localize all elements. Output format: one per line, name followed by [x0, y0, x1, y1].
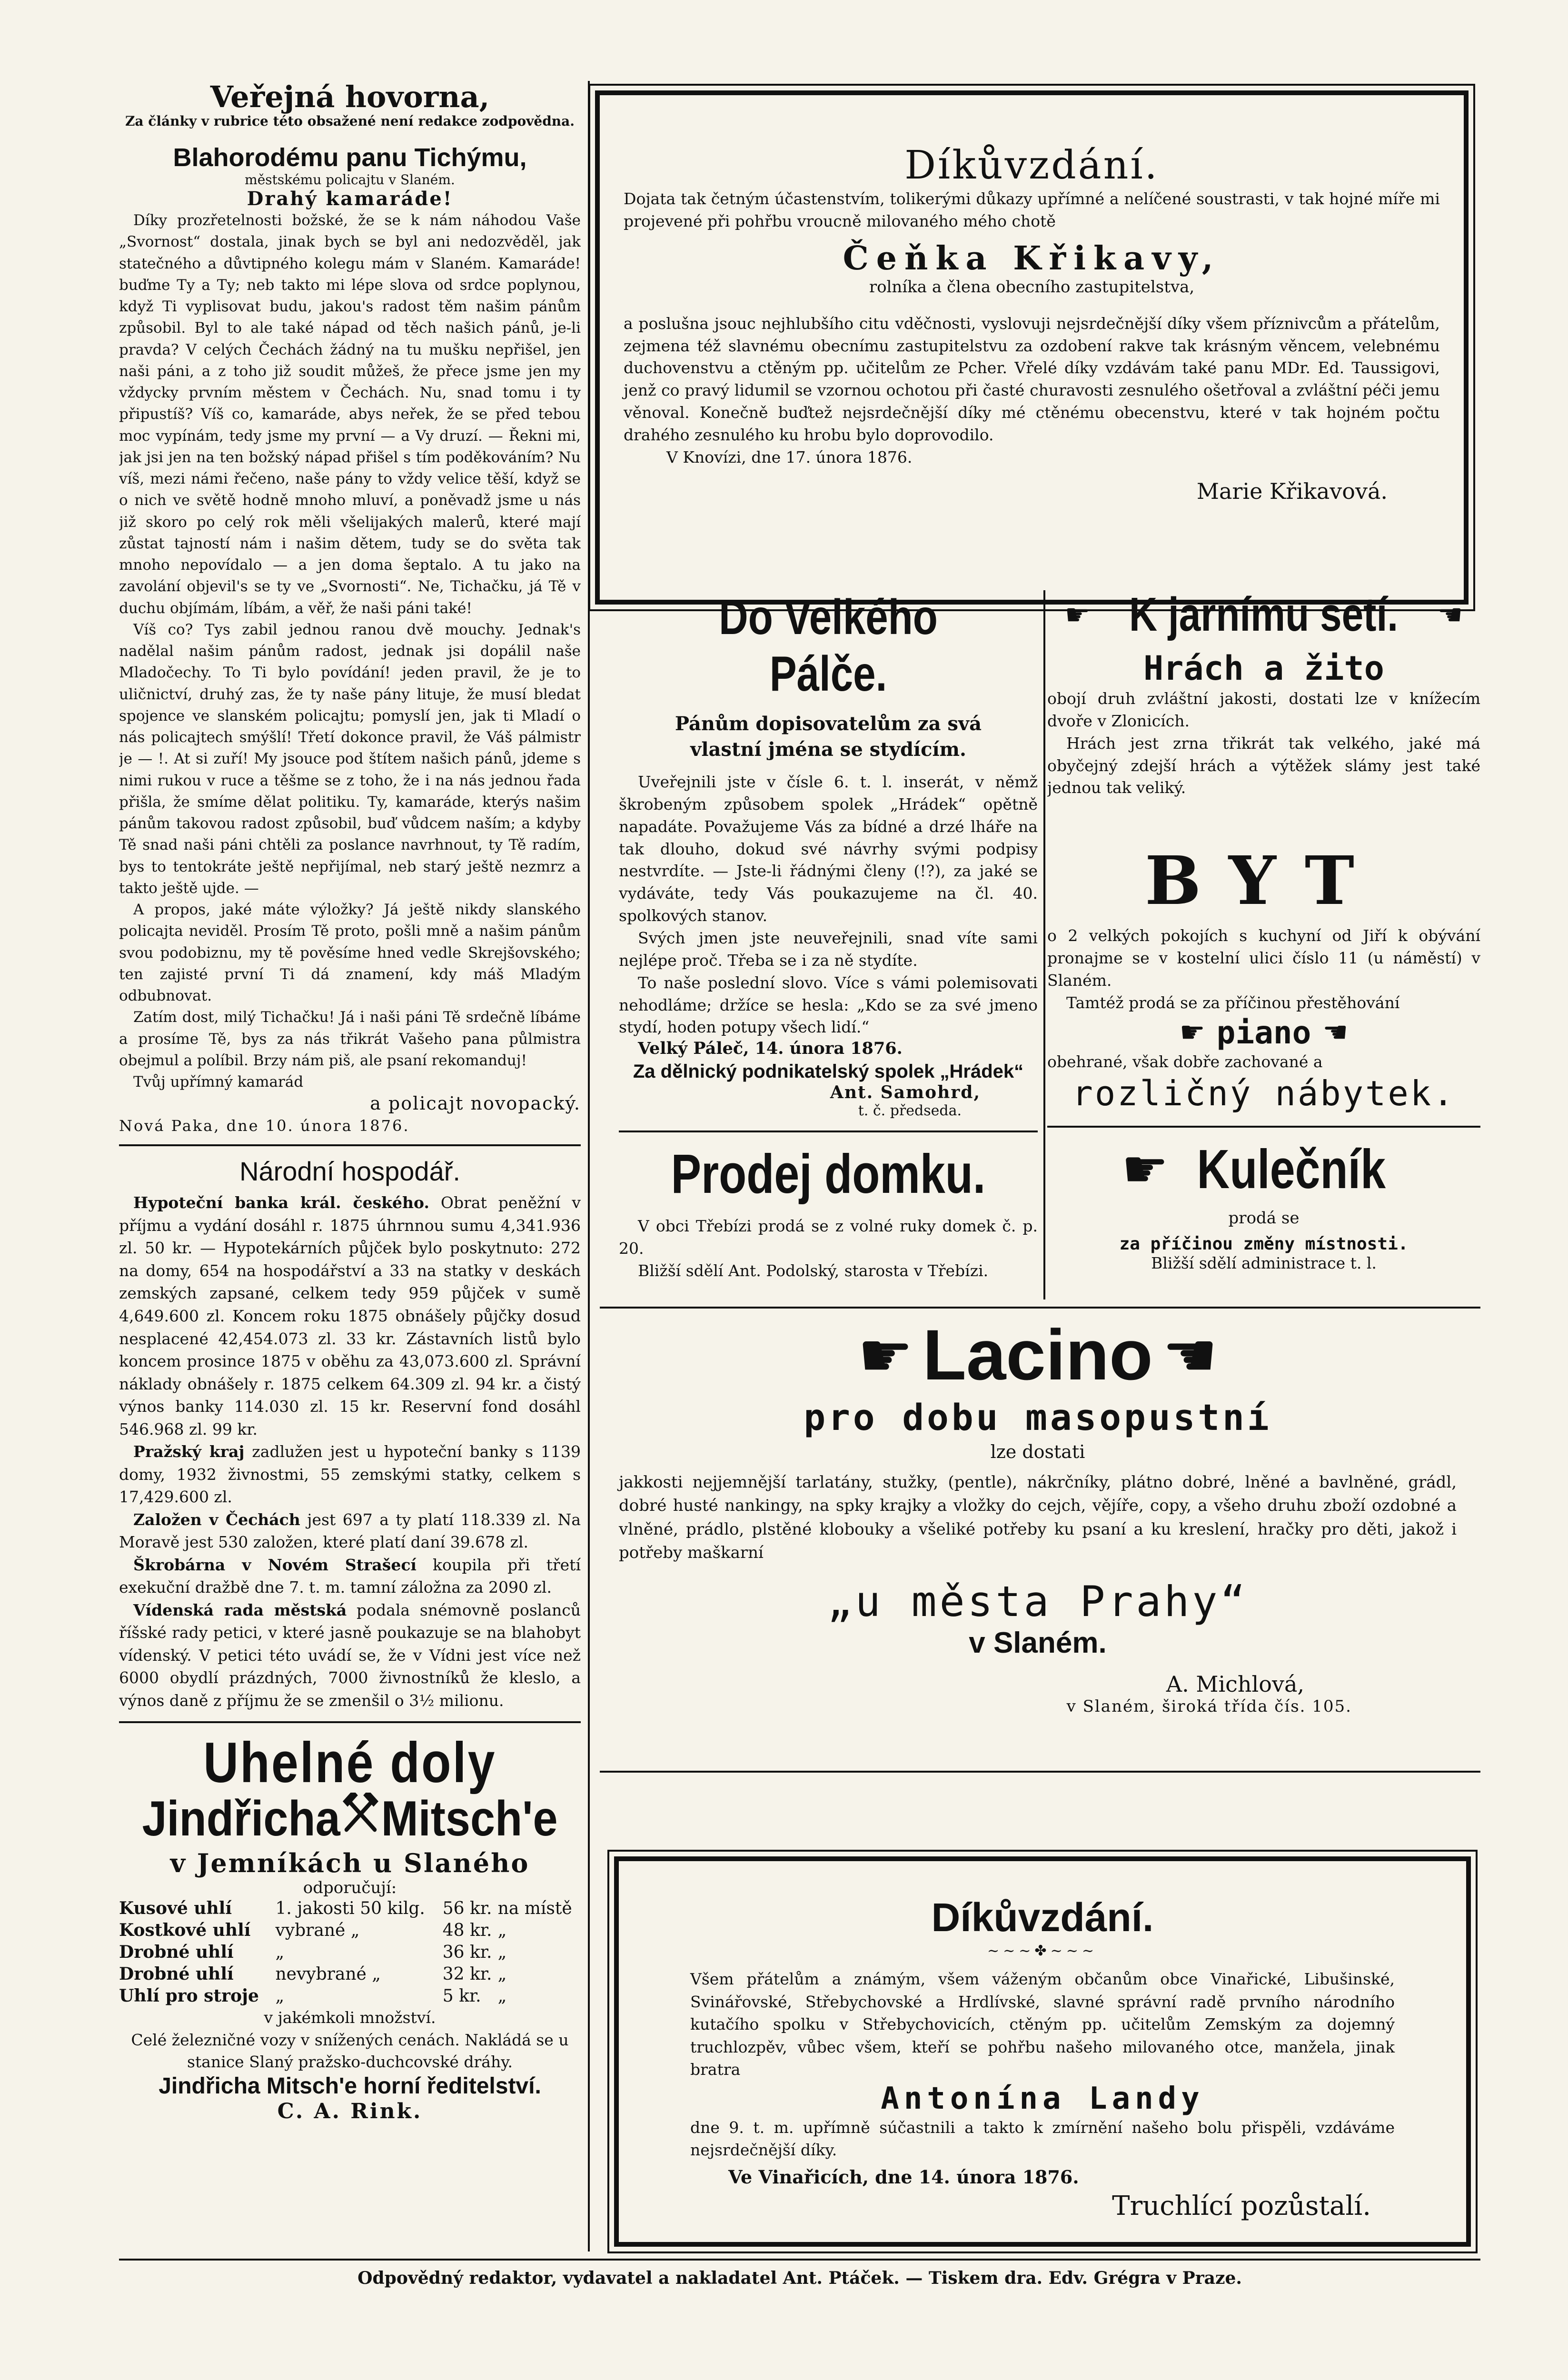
footer-divider [119, 2259, 1480, 2261]
economy-item [119, 1191, 581, 1440]
thanks-place-date: V Knovízi, dne 17. února 1876. [666, 447, 913, 466]
table-row [119, 1963, 581, 1985]
letter-body [119, 210, 581, 1093]
lacino-store: „u města Prahy“ [827, 1577, 1249, 1626]
coal-grade: vybrané „ [275, 1920, 360, 1940]
palec-subtitle: Pánům dopisovatelům za svá vlastní jména se stydícím. [675, 713, 982, 761]
lacino-subtitle: pro dobu masopustní [804, 1396, 1272, 1438]
thanks-signature: Marie Křikavová. [1196, 478, 1388, 504]
coal-unit: „ [497, 1964, 507, 1984]
economy-lead: Hypoteční banka král. českého. [133, 1193, 429, 1212]
byt-text: Tamtéž prodá se za příčinou přestěhování [1066, 993, 1400, 1012]
divider [119, 1144, 581, 1146]
coal-price: 48 kr. [442, 1920, 492, 1940]
thanks-intro: Dojata tak četným účastenstvím, tolikerými důkazy upřímné a nelíčené soustrasti, v tak hojné míře mi projevené při pohřbu vroucně milovaného mého chotě [624, 189, 1440, 230]
coal-grade: „ [275, 1942, 285, 1962]
coal-directorate: Jindřicha Mitsch'e horní ředitelství. [159, 2073, 541, 2099]
coal-item: Kusové uhlí [119, 1898, 232, 1919]
economy-item [119, 1554, 581, 1599]
piano-line [1047, 1014, 1480, 1051]
economy-text: koupila při třetí exekuční dražbě dne 7. t. m. tamní záložna za 2090 zl. [119, 1555, 581, 1597]
economy-text: Obrat peněžní v příjmu a vydání dosáhl r. 1875 úhrnnou sumu 4,341.936 zl. 50 kr. — Hypotekárních půjček bylo poskytnuto: 272 na domy, 654 na hospodářství a 33 na statky v deskách zemských zapsané, celkem tedy 959 půjček v sumě 4,649.600 zl. Koncem roku 1875 obnášely půjčky dosud nesplacené 42,454.073 zl. 33 kr. Zástavních listů bylo koncem prosince 1875 v oběhu za 43,073.600 zl. Správní náklady obnášely r. 1875 celkem 64.309 zl. 94 kr. a čistý výnos banky 114.030 zl. 15 kr. Reservní fond dosáhl 546.968 zl. 99 kr. [119, 1193, 581, 1438]
economy-body [119, 1191, 581, 1712]
crossed-hammers-icon [341, 1793, 380, 1845]
table-row [119, 1919, 581, 1941]
table-row [119, 1985, 581, 2007]
seti-subtitle: Hrách a žito [1143, 649, 1384, 688]
forum-title: Veřejná hovorna, [210, 81, 490, 114]
palec-paragraph: Svých jmen jste neuveřejnili, snad víte sami nejlépe proč. Třeba se i za ně stydíte. [619, 929, 1038, 970]
domek-text: V obci Třebízi prodá se z volné ruky domek č. p. 20. [619, 1217, 1038, 1258]
pointing-hand-icon: ☛ [857, 1319, 913, 1391]
palec-paragraph: Uveřejnili jste v čísle 6. t. l. inserát, v němž škrobeným způsobem spolek „Hrádek“ opětně napadáte. Považujeme Vás za bídné a drzé lháře na tak dlouho, dokud své návrhy svými podpisy nestvrdíte. — Jste-li řádnými členy (!?), za jaké se vydáváte, tedy Vás poukazujeme na čl. 40. spolkových stanov. [619, 773, 1038, 925]
seti-title: K jarnímu setí. [1129, 588, 1399, 641]
kulecnik-line: prodá se [1228, 1208, 1300, 1228]
deceased-name: Antonína Landy [881, 2081, 1204, 2116]
coal-item: Kostkové uhlí [119, 1920, 251, 1941]
coal-owner-last: Mitsch'e [381, 1791, 558, 1846]
pointing-hand-icon: ☛ [1064, 598, 1091, 632]
thanks-text: Všem přátelům a známým, všem váženým občanům obce Vinařické, Libušinské, Svinářovské, Střebychovské a Hrdlívské, slavné správní radě prvního národního kutačího spolku v Střebychovicích, ctěným pp. učitelům Zemským za dojemný truchlozpěv, vůbec všem, kteří se pohřbu našeho milovaného otce, manžela, jinak bratra [690, 1970, 1395, 2079]
economy-lead: Pražský kraj [133, 1442, 245, 1461]
coal-ad-title: Uhelné doly [203, 1731, 496, 1795]
piano-note: obehrané, však dobře zachované a [1047, 1052, 1323, 1071]
column-divider [588, 81, 590, 2251]
right-ad-column [1047, 585, 1480, 1304]
kulecnik-header [1047, 1137, 1480, 1201]
coal-item: Drobné uhlí [119, 1964, 234, 1984]
domek-contact: Bližší sdělí Ant. Podolský, starosta v Třebízi. [638, 1261, 989, 1280]
letter-heading: Blahorodému panu Tichýmu, [173, 143, 527, 172]
deceased-name: Čeňka Křikavy, [843, 239, 1221, 278]
lacino-address: v Slaném, široká třída čís. 105. [1066, 1697, 1352, 1716]
furniture-label: rozličný nábytek. [1072, 1073, 1456, 1113]
coal-ad-location: v Jemníkách u Slaného [170, 1848, 530, 1879]
palec-org: Za dělnický podnikatelský spolek „Hrádek“ [633, 1061, 1024, 1082]
coal-grade: 1. jakosti 50 kilg. [275, 1898, 425, 1918]
palec-body [619, 771, 1038, 1039]
letter-paragraph: Díky prozřetelnosti božské, že se k nám náhodou Vaše „Svornost“ dostala, jinak bych se byl ani nedozvěděl, jak statečného a důvtipného kolegu mám v Slaném. Kamaráde! buďme Ty a Ty; neb takto mi lépe slova od srdce poplynou, když Ti vyplisovat budu, jakou's radost těm našim pánům způsobil. Byl to ale také nápad od těch našich pánů, je-li pravda? V celých Čechách žádný na tu mušku nepřišel, jen naši páni, a z toho již soudit můžeš, že přece jsme jen my vždycky prvním městem v Čechách. Nu, snad tomu i ty připustíš? Víš co, kamaráde, abys neřek, že se před tebou moc vypínám, tedy jsme my první — a Vy druzí. — Řekni mi, jak jsi jen na ten božský nápad přišel s tím poděkováním? Nu víš, mezi námi řečeno, naše pány to vždy velice těší, když se o nich ve světě hodně mnoho mluví, a poněvadž jsme u nás již skoro po celý rok měli všelijakých malerů, které mají zůstat tajností nám i našim dětem, tudy se do světa tak mnoho nepovídalo — a jen doma šeptalo. A tu jako na zavolání objevil's se ty ve „Svornosti“. Ne, Tichačku, já Tě v duchu objímám, líbám, a věř, že naši páni také! [119, 212, 581, 617]
lacino-owner: A. Michlová, [1166, 1671, 1304, 1697]
economy-title: Národní hospodář. [239, 1156, 460, 1187]
byt-text: o 2 velkých pokojích s kuchyní od Jiří k obývání pronajme se v kostelní ulici číslo 11 (u náměstí) v Slaném. [1047, 926, 1480, 990]
table-row [119, 1897, 581, 1919]
coal-price: 56 kr. [442, 1898, 492, 1918]
divider [119, 1721, 581, 1723]
kulecnik-title: Kulečník [1197, 1138, 1386, 1200]
coal-price: 36 kr. [442, 1942, 492, 1962]
thanks-place-date: Ve Vinařicích, dne 14. února 1876. [728, 2166, 1079, 2188]
thanks-text: dne 9. t. m. upřímně súčastnili a takto k zmírnění našeho bolu přispěli, vzdáváme nejsrdečnější díky. [690, 2118, 1395, 2160]
seti-header [1047, 587, 1480, 642]
coal-unit: na místě [497, 1898, 572, 1918]
coal-unit: „ [497, 1920, 507, 1940]
pointing-hand-icon: ☛ [1121, 1138, 1169, 1200]
coal-item: Uhlí pro stroje [119, 1986, 259, 2006]
divider [619, 1130, 1038, 1132]
middle-ad-column [619, 585, 1038, 1304]
piano-label: piano [1216, 1014, 1311, 1051]
deceased-role: rolníka a člena obecního zastupitelstva, [869, 277, 1195, 297]
palec-title: Do Velkého Pálče. [719, 590, 938, 702]
imprint-footer: Odpovědný redaktor, vydavatel a nakladatel Ant. Ptáček. — Tiskem dra. Edv. Grégra v Praze. [357, 2268, 1242, 2288]
coal-grade: nevybrané „ [275, 1964, 381, 1984]
thanks-signature: Truchlící pozůstalí. [1112, 2190, 1371, 2221]
pointing-hand-icon: ☚ [1437, 598, 1463, 632]
coal-unit: „ [497, 1942, 507, 1962]
seti-text: obojí druh zvláštní jakosti, dostati lze v knížecím dvoře v Zlonicích. [1047, 689, 1480, 730]
byt-body [1047, 925, 1480, 1014]
economy-lead: Škrobárna v Novém Strašecí [133, 1555, 417, 1574]
letter-greeting: Drahý kamaráde! [247, 188, 453, 210]
ornament-icon: ~~~✤~~~ [987, 1943, 1098, 1959]
byt-title: BYT [1145, 842, 1383, 921]
thanks-title: Díkůvzdání. [904, 143, 1159, 188]
kulecnik-line: za příčinou změny místnosti. [1119, 1234, 1409, 1254]
letter-date: Nová Paka, dne 10. února 1876. [119, 1117, 410, 1135]
coal-delivery-note: Celé železničné vozy v snížených cenách. Nakládá se u stanice Slaný pražsko-duchcovské dráhy. [131, 2030, 569, 2071]
seti-body [1047, 688, 1480, 799]
divider [600, 1771, 1480, 1773]
palec-paragraph: To naše poslední slovo. Více s vámi polemisovati nehodláme; držíce se hesla: „Kdo se za své jmeno stydí, hoden potupy všech lidí.“ [619, 973, 1038, 1037]
letter-subheading: městskému policajtu v Slaném. [245, 172, 455, 188]
palec-chair-name: Ant. Samohrd, [830, 1082, 981, 1103]
letter-paragraph: A propos, jaké máte výložky? Já ještě nikdy slanského policajta neviděl. Prosím Tě proto, pošli mně a našim pánům svou podobiznu, my tě pověsíme hned vedle Skrejšovského; ten zajisté první Ti dá znamení, kdy máš Mladým odbubnovat. [119, 901, 581, 1005]
lacino-header [600, 1314, 1476, 1396]
coal-qty-note: v jakémkoli množství. [264, 2008, 436, 2027]
lacino-text: jakkosti nejjemnější tarlatány, stužky, (pentle), nákrčníky, plátno dobré, lněné a bavlněné, grádl, dobré husté nankingy, na spky krajky a vložky do cejch, vějíře, copy, a všeho druhu zboží ozdobné a vlněné, prádlo, plstěné klobouky a všeliké potřeby ku psaní a ku kreslení, hračky pro děti, jakož i potřeby maškarní [619, 1473, 1457, 1562]
coal-item: Drobné uhlí [119, 1942, 234, 1963]
thanks-box-landa [614, 1856, 1471, 2247]
economy-text: jest 697 a ty platí 118.339 zl. Na Moravě jest 530 založen, které platí daní 39.678 zl. [119, 1510, 581, 1552]
thanks-box-krikava [595, 90, 1469, 605]
lacino-town: v Slaném. [969, 1626, 1107, 1660]
thanks-body: a poslušna jsouc nejhlubšího citu vděčnosti, vyslovuji nejsrdečnější díky všem příznivcům a přátelům, zejmena též slavnému obecnímu zastupitelstvu za ozdobení rakve tak krásným věncem, velebnému duchovenstvu a ctěným pp. učitelům ze Pcher. Vřelé díky vzdávám také panu MDr. Ed. Taussigovi, jenž co pravý lidumil se vzornou ochotou při časté churavosti zesnulého ošetřoval a zvláštní péči jemu věnoval. Konečně buďtež nejsrdečnější díky mé ctěnému obecenstvu, které v tak hojném počtu drahého zesnulého ku hrobu bylo doprovodilo. [624, 314, 1440, 445]
pointing-hand-icon: ☚ [1162, 1319, 1218, 1391]
economy-lead: Vídenská rada městská [133, 1600, 347, 1619]
thanks-title: Díkůvzdání. [931, 1895, 1154, 1940]
coal-owner-first: Jindřicha [142, 1791, 340, 1846]
coal-price-table [119, 1897, 581, 2007]
coal-ad-owner [142, 1793, 558, 1845]
palec-chair-role: t. č. předseda. [858, 1102, 962, 1120]
lacino-title: Lacino [923, 1315, 1153, 1395]
palec-place-date: Velký Páleč, 14. února 1876. [638, 1039, 903, 1059]
pointing-hand-icon: ☛ [1179, 1016, 1205, 1050]
column-divider [1043, 590, 1045, 1299]
pointing-hand-icon: ☚ [1322, 1016, 1349, 1050]
economy-lead: Založen v Čechách [133, 1510, 300, 1529]
divider [1047, 1126, 1480, 1128]
letter-signature: a policajt novopacký. [370, 1093, 581, 1114]
letter-paragraph: Víš co? Tys zabil jednou ranou dvě mouchy. Jednak's nadělal našim pánům radost, jednak jsi dopálil naše Mladočechy. To Ti bylo povídání! jeden pravil, že je to uličnictví, druhý zas, že ty naše pány lituje, že musí bledat spojence ve slanském policajtu; pomyslí jen, jak ti Mladí o nás policajtech smýšlí! Třetí dokonce pravil, že Váš pálmistr je — !. At si zuří! My jsouce pod štítem našich pánů, jdeme s nimi rukou v ruce a těšme se z toho, že i na nás jednou řada přišla, že smíme dělat politiku. Ty, kamaráde, kterýs našim pánům takovou radost způsobil, buď vůdcem naším; a kdyby Tě snad naši páni chtěli za poslance navrhnout, ty Tě radím, bys to tentokráte ještě nepřijímal, neb starý ještě nezmrz a takto ještě ujde. — [119, 621, 581, 897]
lacino-ad [600, 1314, 1476, 1761]
domek-title: Prodej domku. [671, 1143, 986, 1205]
coal-price: 32 kr. [442, 1964, 492, 1984]
coal-unit: „ [497, 1986, 507, 2006]
economy-text: zadlužen jest u hypoteční banky s 1139 domy, 1932 živnostmi, 55 zemskými statky, celkem s 17,429.600 zl. [119, 1442, 581, 1507]
coal-signature: C. A. Rink. [277, 2099, 423, 2124]
coal-price: 5 kr. [442, 1986, 481, 2006]
economy-item [119, 1508, 581, 1554]
divider [600, 1307, 1480, 1309]
seti-text: Hrách jest zrna třikrát tak velkého, jaké má obyčejný zdejší hrách a výtěžek slámy jest také jednou tak veliký. [1047, 734, 1480, 797]
economy-item [119, 1599, 581, 1712]
lacino-intro: lze dostati [990, 1441, 1085, 1462]
left-column [119, 81, 581, 2261]
coal-grade: „ [275, 1986, 285, 2006]
letter-paragraph: Zatím dost, milý Tichačku! Já i naši páni Tě srdečně líbáme a prosíme Tě, bys za nás třikrát Vašeho pana půlmistra obejmul a políbil. Brzy nám piš, ale psaní rekomanduj! [119, 1009, 581, 1069]
economy-text: podala snémovně poslanců říšské rady petici, v které jasně poukazuje se na blahobyt vídenský. V petici této uvádí se, že v Vídni jest více než 6000 obydlí prázdných, 7000 živnostníků že kleslo, a výnos daně z příjmu že se zmenšil o 3½ milionu. [119, 1600, 581, 1710]
letter-paragraph: Tvůj upřímný kamarád [133, 1073, 304, 1091]
economy-item [119, 1440, 581, 1508]
forum-disclaimer: Za články v rubrice této obsažené není redakce zodpovědna. [125, 113, 575, 129]
kulecnik-line: Bližší sdělí administrace t. l. [1151, 1253, 1377, 1272]
table-row [119, 1941, 581, 1963]
coal-ad-intro: odporučují: [303, 1878, 397, 1898]
domek-body [619, 1215, 1038, 1282]
